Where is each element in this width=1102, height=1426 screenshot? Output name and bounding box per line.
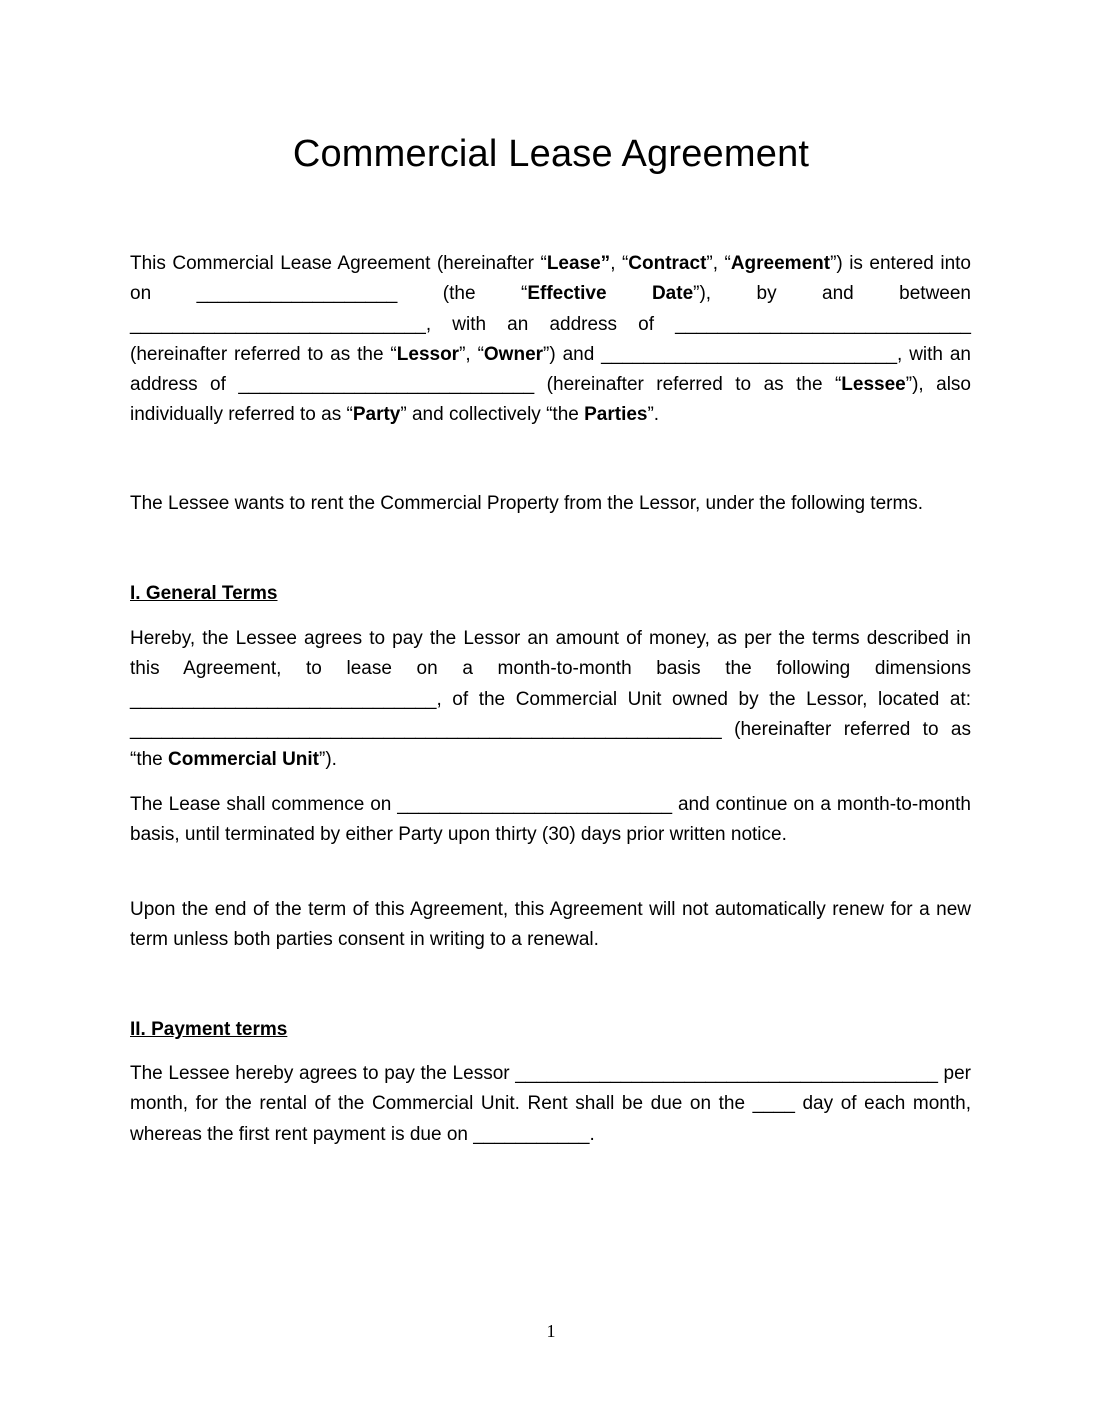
- term-agreement: Agreement: [730, 253, 831, 274]
- section-general-terms: [130, 579, 971, 609]
- purpose-block: [130, 489, 971, 519]
- intro-text: ”.: [647, 404, 660, 426]
- term-commercial-unit: Commercial Unit: [168, 749, 320, 771]
- term-effective-date: Effective Date: [527, 283, 694, 305]
- document-title: Commercial Lease Agreement: [292, 133, 810, 175]
- paragraph: The Lease shall commence on __________________________ and continue on a month-to-month basis, until terminated by either Party upon thirty (30) days prior written notice.: [130, 794, 971, 846]
- page-number: 1: [546, 1321, 556, 1341]
- intro-text: ” and collectively “the: [400, 404, 585, 426]
- section-heading: II. Payment terms: [130, 1019, 288, 1040]
- term-lease: Lease”: [546, 253, 611, 274]
- intro-text: , “: [610, 253, 629, 274]
- section-heading: I. General Terms: [130, 583, 278, 604]
- paragraph-text: Hereby, the Lessee agrees to pay the Lessor an amount of money, as per the terms described in this Agreement, to lease on a month-to-month basis the following dimensions _____________________________, of the Commercial Unit owned by the Lessor, located at: ________________________________________________________ (hereinafter referred to as “the: [130, 628, 971, 771]
- intro-text: ”) and ____________________________, with an address of ____________________________ (hereinafter referred to as the “: [130, 343, 971, 396]
- paragraph: The Lessee hereby agrees to pay the Lessor ________________________________________ per month, for the rental of the Commercial Unit. Rent shall be due on the ____ day of each month, whereas the first rent payment is due on ___________.: [130, 1063, 971, 1145]
- general-terms-para-1: [130, 624, 971, 775]
- term-parties: Parties: [584, 404, 648, 426]
- intro-block: [130, 249, 971, 431]
- purpose-paragraph: The Lessee wants to rent the Commercial Property from the Lessor, under the following terms.: [130, 493, 924, 514]
- term-lessor: Lessor: [396, 343, 460, 365]
- intro-paragraph: [130, 249, 971, 431]
- general-terms-para-2: [130, 790, 971, 851]
- section-payment-terms: [130, 1015, 971, 1045]
- intro-text: This Commercial Lease Agreement (hereinafter “: [130, 253, 547, 274]
- paragraph: Upon the end of the term of this Agreement, this Agreement will not automatically renew for a new term unless both parties consent in writing to a renewal.: [130, 899, 971, 951]
- term-lessee: Lessee: [841, 374, 906, 396]
- general-terms-para-3: [130, 895, 971, 956]
- term-party: Party: [352, 404, 401, 426]
- intro-text: ”), by and between ____________________________, with an address of ____________________________ (hereinafter referred to as the “: [130, 283, 972, 365]
- paragraph: [130, 624, 971, 775]
- paragraph-text: ”).: [319, 749, 337, 771]
- term-contract: Contract: [628, 253, 707, 274]
- intro-text: ”, “: [459, 343, 484, 365]
- intro-text: ”), also individually referred to as “: [130, 374, 971, 426]
- intro-text: ”, “: [706, 253, 731, 274]
- intro-text: ”) is entered into on ___________________ (the “: [130, 253, 971, 305]
- term-owner: Owner: [483, 343, 544, 365]
- payment-terms-para-1: [130, 1059, 971, 1150]
